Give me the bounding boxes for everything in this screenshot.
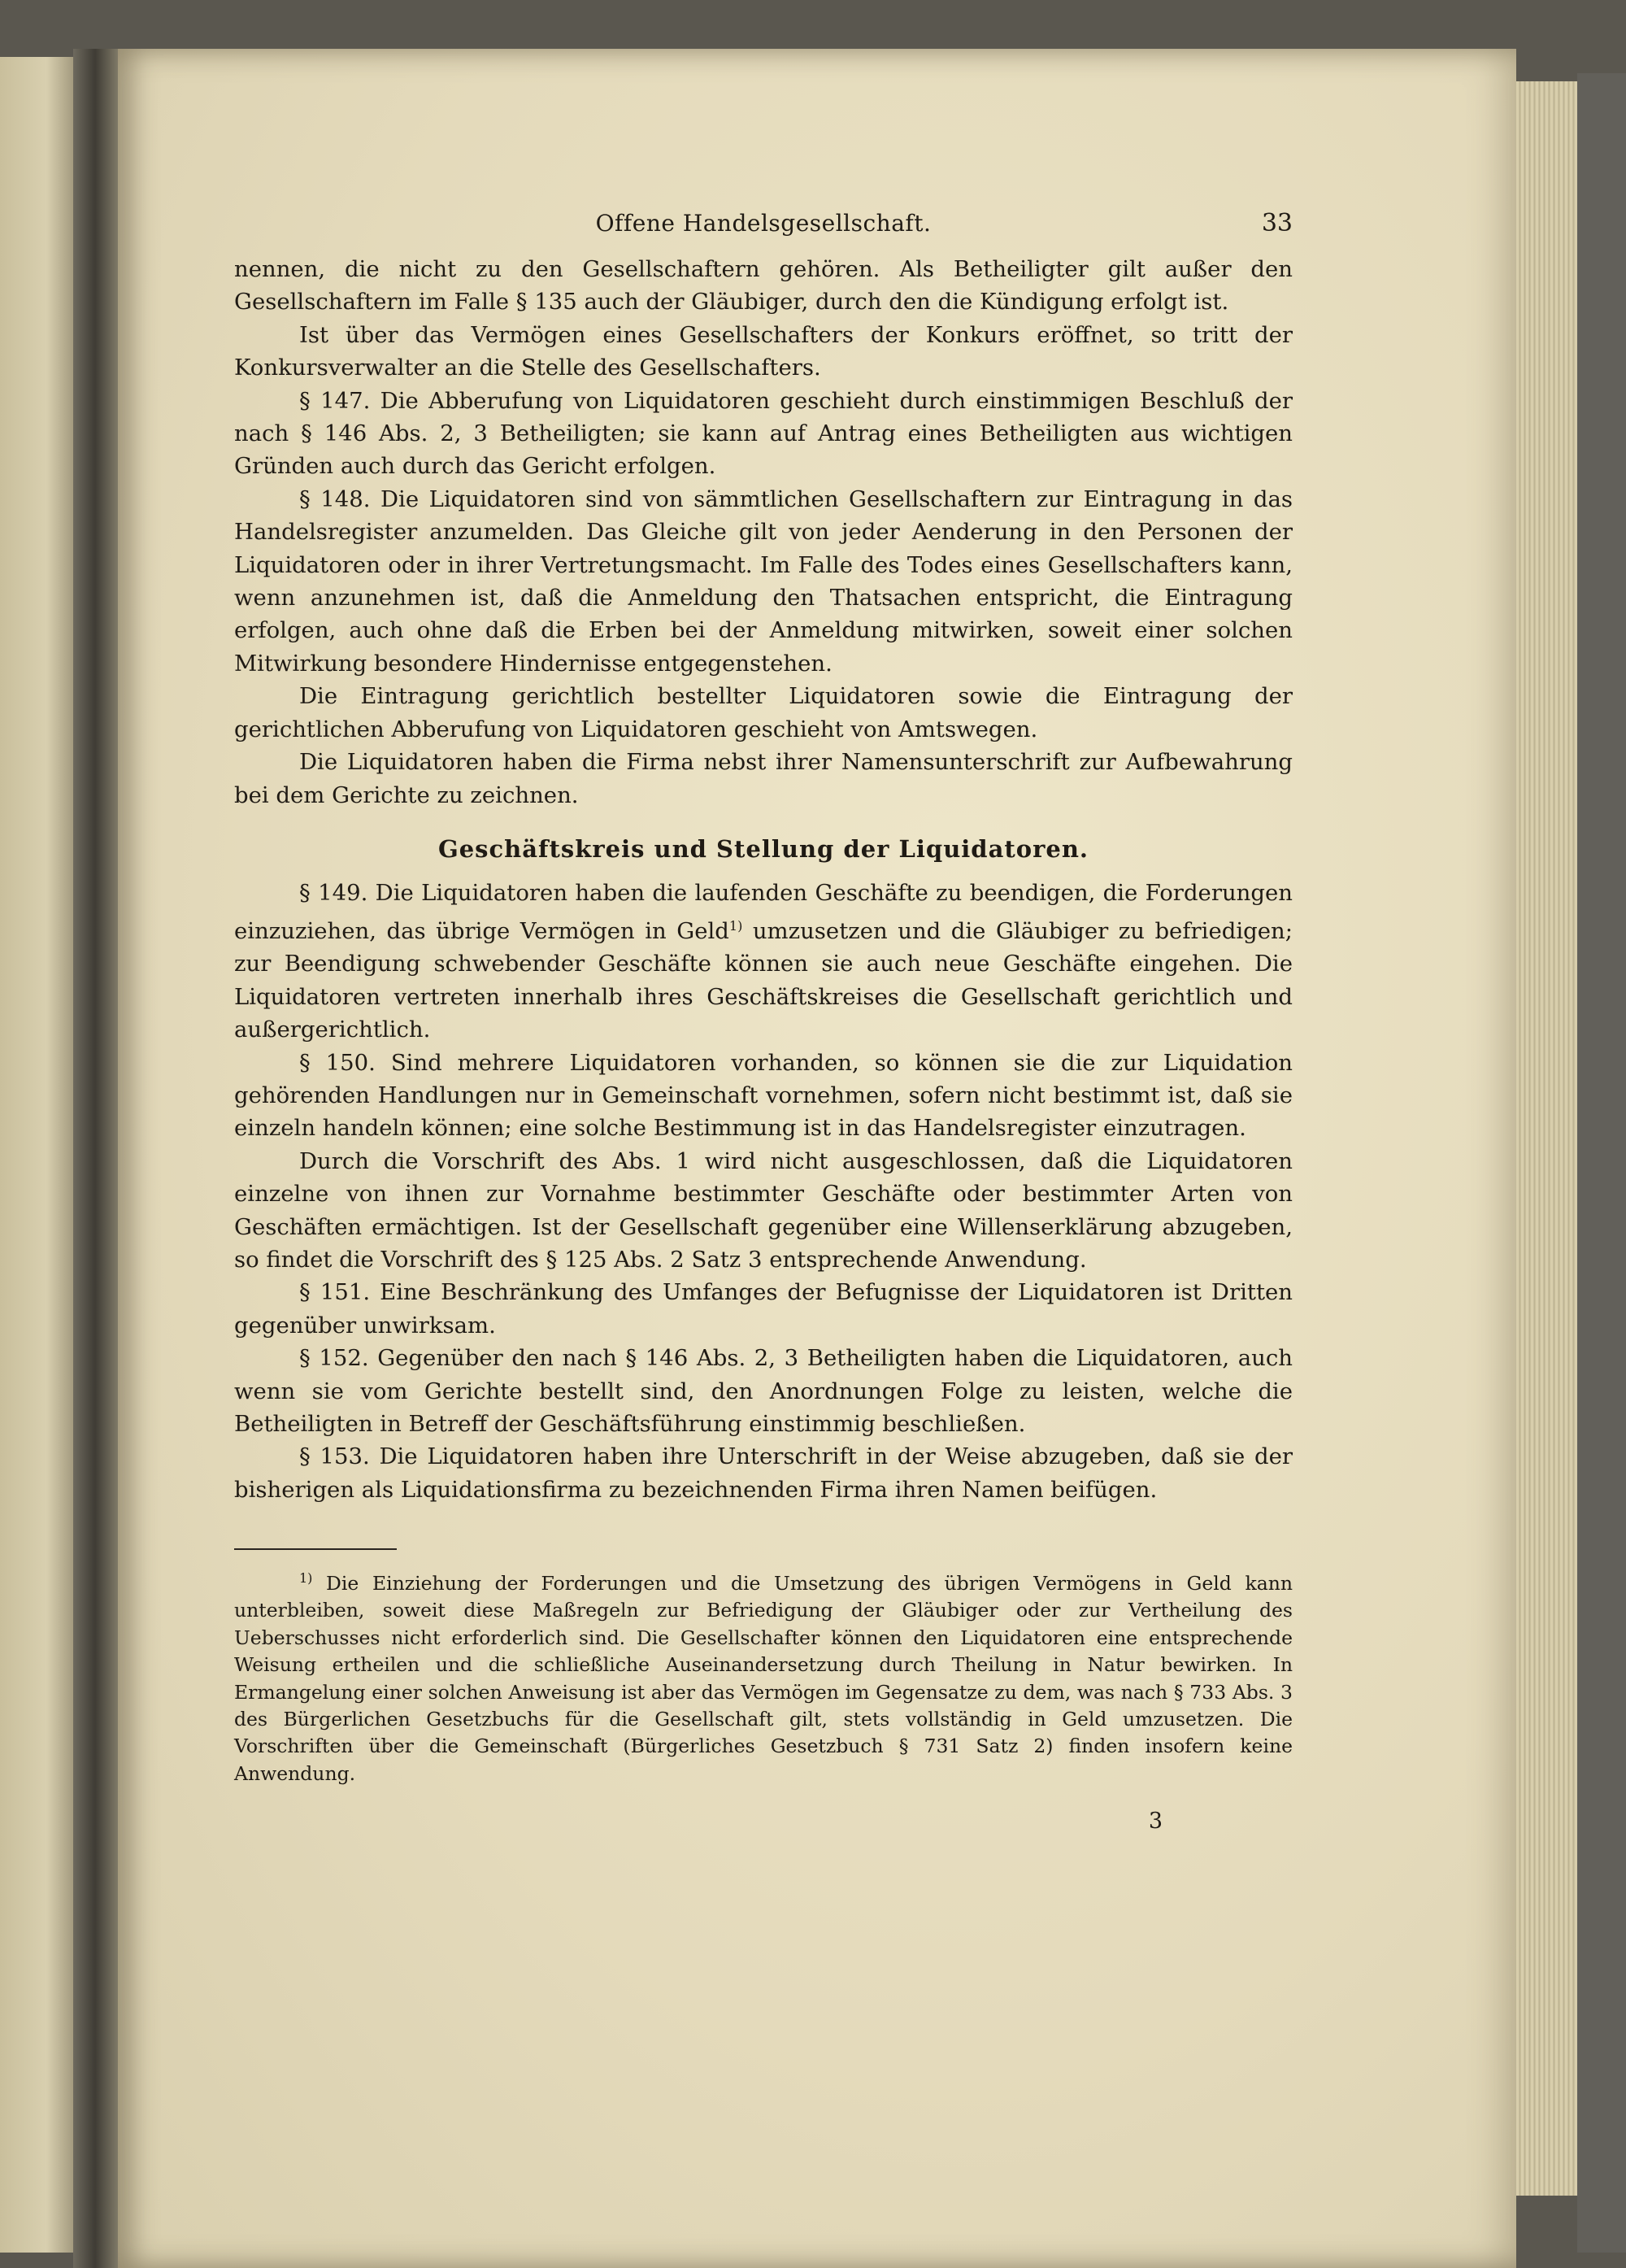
paragraph: Durch die Vorschrift des Abs. 1 wird nicht ausgeschlossen, daß die Liquidatoren einzelne von ihnen zur Vornahme bestimmter Geschäfte oder bestimmter Arten von Geschäften ermächtigen. Ist der Gesellschaft gegenüber eine Willenserklärung abzugeben, so findet die Vorschrift des § 125 Abs. 2 Satz 3 entsprechende Anwendung. bbox=[234, 1147, 1293, 1273]
footnote-reference: 1) bbox=[728, 917, 743, 934]
p149-text-after: umzusetzen und die Gläubiger zu befriedigen; zur Beendigung schwebender Geschäfte können sie auch neue Geschäfte eingehen. Die Liquidatoren vertreten innerhalb ihres Geschäftskreises die Gesellschaft gerichtlich und außergerichtlich. bbox=[234, 917, 1293, 1043]
footnote-rule bbox=[234, 1548, 397, 1550]
page-number: 33 bbox=[1261, 209, 1293, 237]
paragraph-section-153: § 153. Die Liquidatoren haben ihre Unterschrift in der Weise abzugeben, daß sie der bisherigen als Liquidationsfirma zu bezeichnenden Firma ihren Namen beifügen. bbox=[234, 1443, 1293, 1503]
paragraph: Die Liquidatoren haben die Firma nebst ihrer Namensunterschrift zur Aufbewahrung bei dem Gerichte zu zeichnen. bbox=[234, 749, 1293, 808]
section-heading: Geschäftskreis und Stellung der Liquidatoren. bbox=[437, 834, 1089, 863]
paragraph-section-152: § 152. Gegenüber den nach § 146 Abs. 2, 3 Betheiligten haben die Liquidatoren, auch wenn sie vom Gerichte bestellt sind, den Anordnungen Folge zu leisten, welche die Betheiligten in Betreff der Geschäftsführung einstimmig beschließen. bbox=[234, 1345, 1293, 1437]
signature-mark: 3 bbox=[1148, 1809, 1163, 1835]
page-edges bbox=[1516, 81, 1584, 2196]
paragraph-section-148: § 148. Die Liquidatoren sind von sämmtlichen Gesellschaftern zur Eintragung in das Handelsregister anzumelden. Das Gleiche gilt von jeder Aenderung in den Personen der Liquidatoren oder in ihrer Vertretungsmacht. Im Falle des Todes eines Gesellschafters kann, wenn anzunehmen ist, daß die Anmeldung den Thatsachen entspricht, die Eintragung erfolgen, auch ohne daß die Erben bei der Anmeldung mitwirken, soweit einer solchen Mitwirkung besondere Hindernisse entgegenstehen. bbox=[234, 485, 1293, 677]
book-gutter bbox=[73, 49, 122, 2268]
p149-text-before: § 149. Die Liquidatoren haben die laufenden Geschäfte zu beendigen, die Forderungen einzuziehen, das übrige Vermögen in Geld bbox=[234, 880, 1293, 944]
paragraph-section-147: § 147. Die Abberufung von Liquidatoren geschieht durch einstimmigen Beschluß der nach § 146 Abs. 2, 3 Betheiligten; sie kann auf Antrag eines Betheiligten aus wichtigen Gründen auch durch das Gericht erfolgen. bbox=[234, 387, 1293, 480]
footnote bbox=[234, 1565, 1293, 1787]
running-title: Offene Handelsgesellschaft. bbox=[595, 210, 932, 237]
paragraph-section-151: § 151. Eine Beschränkung des Umfanges der Befugnisse der Liquidatoren ist Dritten gegenüber unwirksam. bbox=[234, 1279, 1293, 1339]
left-page-edge bbox=[0, 57, 77, 2253]
paragraph: Ist über das Vermögen eines Gesellschafters der Konkurs eröffnet, so tritt der Konkursverwalter an die Stelle des Gesellschafters. bbox=[234, 321, 1293, 381]
paragraph: nennen, die nicht zu den Gesellschaftern gehören. Als Betheiligter gilt außer den Gesellschaftern im Falle § 135 auch der Gläubiger, durch den die Kündigung erfolgt ist. bbox=[234, 256, 1293, 316]
cover-edge bbox=[1577, 73, 1626, 2253]
footnote-mark: 1) bbox=[299, 1570, 313, 1587]
footnote-text: Die Einziehung der Forderungen und die Umsetzung des übrigen Vermögens in Geld kann unterbleiben, soweit diese Maßregeln zur Befriedigung der Gläubiger oder zur Vertheilung des Ueberschusses nicht erforderlich sind. Die Gesellschafter können den Liquidatoren eine entsprechende Weisung ertheilen und die schließliche Auseinandersetzung durch Theilung in Natur bewirken. In Ermangelung einer solchen Anweisung ist aber das Vermögen im Gegensatze zu dem, was nach § 733 Abs. 3 des Bürgerlichen Gesetzbuchs für die Gesellschaft gilt, stets vollständig in Geld umzusetzen. Die Vorschriften über die Gemeinschaft (Bürgerliches Gesetzbuch § 731 Satz 2) finden insofern keine Anwendung. bbox=[234, 1572, 1293, 1785]
running-head bbox=[234, 207, 1293, 245]
paragraph-section-150: § 150. Sind mehrere Liquidatoren vorhanden, so können sie die zur Liquidation gehörenden Handlungen nur in Gemeinschaft vornehmen, sofern nicht bestimmt ist, daß sie einzeln handeln können; eine solche Bestimmung ist in das Handelsregister einzutragen. bbox=[234, 1049, 1293, 1142]
paragraph-section-149 bbox=[234, 877, 1293, 1046]
text-block bbox=[234, 207, 1293, 1839]
paragraph: Die Eintragung gerichtlich bestellter Liquidatoren sowie die Eintragung der gerichtlichen Abberufung von Liquidatoren geschieht von Amtswegen. bbox=[234, 683, 1293, 742]
